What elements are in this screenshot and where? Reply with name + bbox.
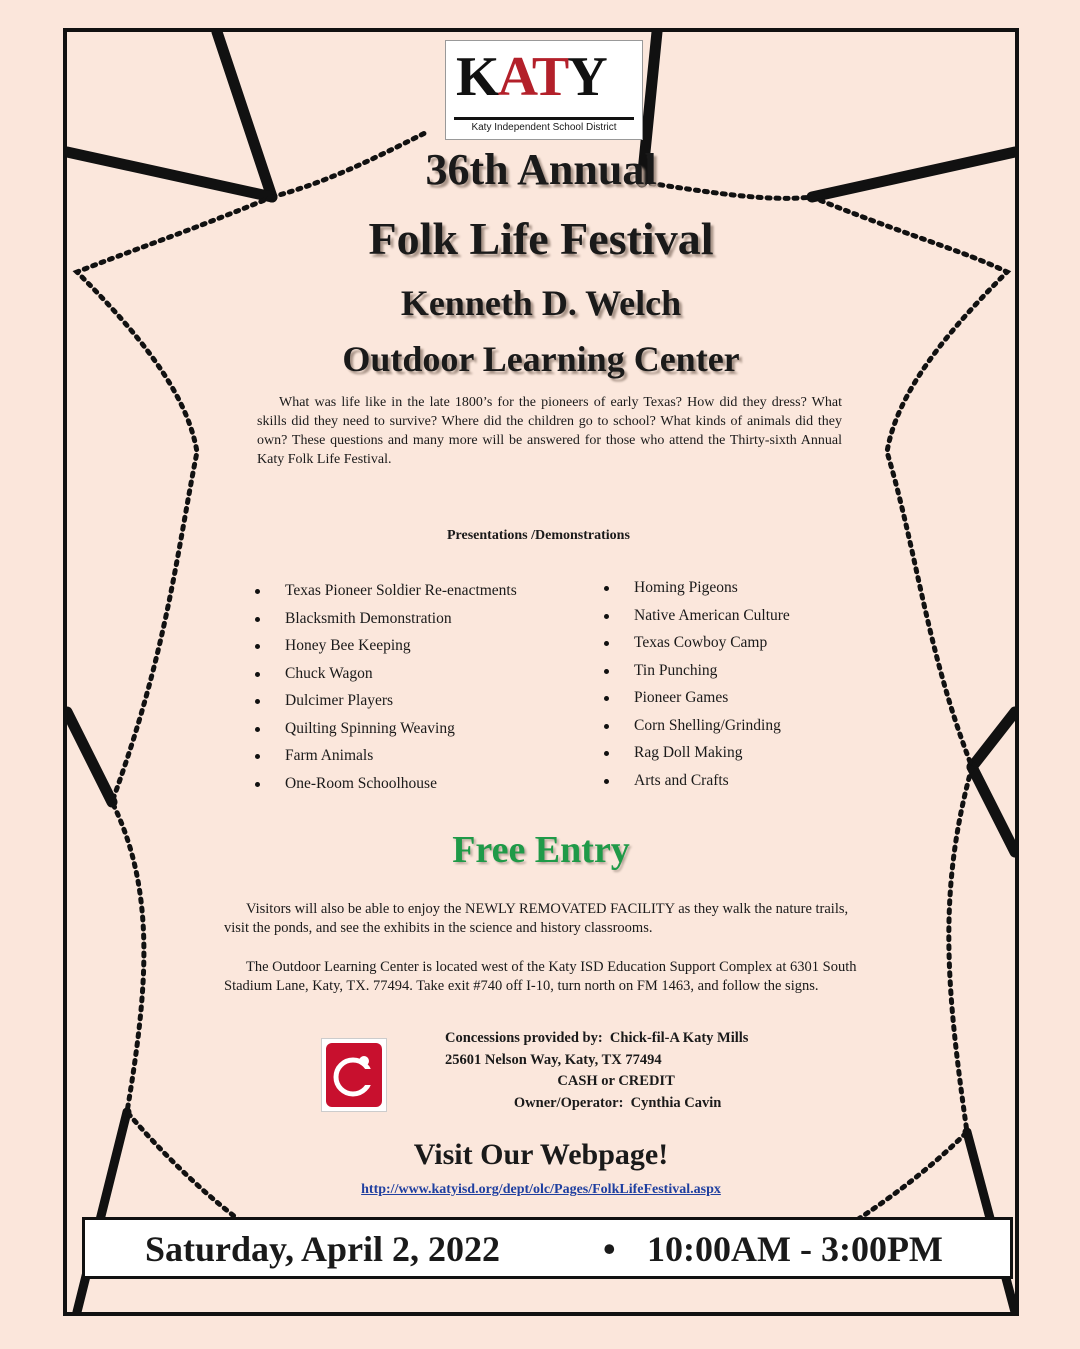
list-item: Pioneer Games xyxy=(604,684,790,712)
list-item: Dulcimer Players xyxy=(255,687,517,715)
list-item: Rag Doll Making xyxy=(604,739,790,767)
webpage-heading: Visit Our Webpage! xyxy=(413,1138,669,1171)
list-item: Farm Animals xyxy=(255,742,517,770)
list-item: Texas Cowboy Camp xyxy=(604,629,790,657)
title-center: Outdoor Learning Center xyxy=(342,339,740,379)
concessions-provider: Concessions provided by: Chick-fil-A Katy Mills xyxy=(445,1030,749,1046)
poster-frame xyxy=(63,28,1019,1316)
list-item: Arts and Crafts xyxy=(604,767,790,795)
list-item: Blacksmith Demonstration xyxy=(255,605,517,633)
event-date-banner xyxy=(82,1217,1013,1279)
list-item: Chuck Wagon xyxy=(255,660,517,688)
date-time-separator: • xyxy=(603,1229,616,1269)
list-item: Tin Punching xyxy=(604,657,790,685)
event-date: Saturday, April 2, 2022 xyxy=(145,1229,501,1269)
list-item: Homing Pigeons xyxy=(604,574,790,602)
presentations-heading: Presentations /Demonstrations xyxy=(447,528,630,543)
concessions-address: 25601 Nelson Way, Katy, TX 77494 xyxy=(445,1051,662,1068)
district-name: Katy Independent School District xyxy=(471,122,617,133)
location-paragraph: The Outdoor Learning Center is located west of the Katy ISD Education Support Complex at 6301 South Stadium Lane, Katy, TX. 77494. Take exit #740 off I-10, turn north on FM 1463, and follow the signs. xyxy=(224,959,857,994)
free-entry-heading: Free Entry xyxy=(452,829,630,871)
presentations-list-left xyxy=(255,577,517,797)
intro-paragraph: What was life like in the late 1800’s for the pioneers of early Texas? How did they dress? What skills did they need to survive? Where did the children go to school? What kinds of animals did they own? These questions and many more will be answered for those who attend the Thirty-sixth Annual Katy Folk Life Festival. xyxy=(257,395,842,467)
event-time: 10:00AM - 3:00PM xyxy=(647,1229,943,1269)
list-item: Honey Bee Keeping xyxy=(255,632,517,660)
concessions-info xyxy=(445,1028,748,1114)
concessions-payment: CASH or CREDIT xyxy=(445,1073,675,1089)
title-namesake: Kenneth D. Welch xyxy=(400,283,682,323)
title-festival: Folk Life Festival xyxy=(368,213,714,264)
list-item: Texas Pioneer Soldier Re-enactments xyxy=(255,577,517,605)
presentations-list-right xyxy=(604,574,790,794)
festival-webpage-link[interactable]: http://www.katyisd.org/dept/olc/Pages/FolkLifeFestival.aspx xyxy=(361,1182,721,1197)
concessions-owner: Owner/Operator: Cynthia Cavin xyxy=(445,1094,722,1111)
list-item: Corn Shelling/Grinding xyxy=(604,712,790,740)
katy-isd-logo: KATY Katy Independent School District xyxy=(445,40,643,140)
list-item: Native American Culture xyxy=(604,602,790,630)
visitors-paragraph: Visitors will also be able to enjoy the NEWLY REMOVATED FACILITY as they walk the nature trails, visit the ponds, and see the exhibits in the science and history classrooms. xyxy=(224,901,849,936)
list-item: Quilting Spinning Weaving xyxy=(255,715,517,743)
list-item: One-Room Schoolhouse xyxy=(255,770,517,798)
chick-fil-a-logo xyxy=(321,1038,387,1112)
title-annual: 36th Annual xyxy=(425,145,657,194)
